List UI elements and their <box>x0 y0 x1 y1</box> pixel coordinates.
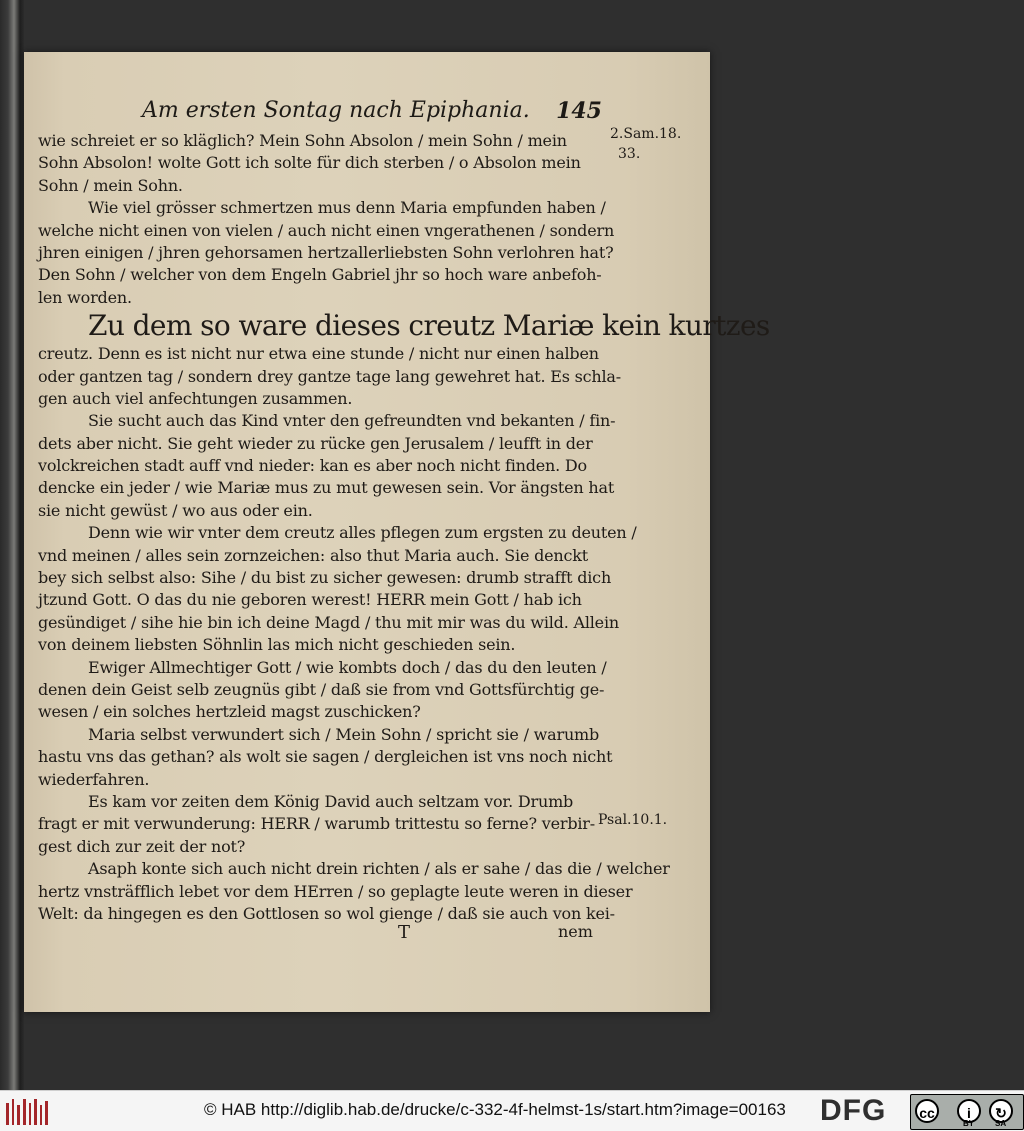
footer-bar <box>0 1090 1024 1131</box>
catchword: nem <box>558 922 593 941</box>
text-line: vnd meinen / alles sein zornzeichen: also thut Maria auch. Sie denckt <box>38 545 589 565</box>
text-line: hertz vnsträfflich lebet vor dem HErren / so geplagte leute weren in dieser <box>38 881 633 901</box>
text-line: gesündiget / sihe hie bin ich deine Magd / thu mit mir was du wild. Allein <box>38 612 619 632</box>
book-spine <box>0 0 24 1090</box>
signature-mark: T <box>398 922 411 943</box>
text-line: gen auch viel anfechtungen zusammen. <box>38 388 353 408</box>
text-line: jtzund Gott. O das du nie geboren werest! HERR mein Gott / hab ich <box>38 590 582 610</box>
sa-label: SA <box>995 1119 1007 1128</box>
text-line: oder gantzen tag / sondern drey gantze tage lang gewehret hat. Es schla- <box>38 366 621 386</box>
text-line: Den Sohn / welcher von dem Engeln Gabriel jhr so hoch ware anbefoh- <box>38 265 602 285</box>
text-line: wesen / ein solches hertzleid magst zuschicken? <box>38 702 421 722</box>
text-line: Sohn Absolon! wolte Gott ich solte für dich sterben / o Absolon mein <box>38 153 581 173</box>
text-line: bey sich selbst also: Sihe / du bist zu sicher gewesen: drumb strafft dich <box>38 568 612 588</box>
text-line: Sohn / mein Sohn. <box>38 175 183 195</box>
text-line: dencke ein jeder / wie Mariæ mus zu mut gewesen sein. Vor ängsten hat <box>38 478 615 498</box>
margin-note-reference: Psal.10.1. <box>598 812 668 828</box>
text-line: gest dich zur zeit der not? <box>38 836 246 856</box>
text-line: jhren einigen / jhren gehorsamen hertzallerliebsten Sohn verlohren hat? <box>38 242 614 262</box>
text-line: Wie viel grösser schmertzen mus denn Maria empfunden haben / <box>88 198 606 218</box>
cc-icon: cc <box>915 1099 939 1123</box>
copyright-url-link[interactable]: © HAB http://diglib.hab.de/drucke/c-332-4f-helmst-1s/start.htm?image=00163 <box>204 1100 786 1119</box>
by-label: BY <box>963 1119 975 1128</box>
text-line: Maria selbst verwundert sich / Mein Sohn / spricht sie / warumb <box>88 724 600 744</box>
text-line: denen dein Geist selb zeugnüs gibt / daß sie from vnd Gottsfürchtig ge- <box>38 679 605 699</box>
running-header <box>142 98 602 128</box>
text-line: Es kam vor zeiten dem König David auch seltzam vor. Drumb <box>88 791 574 811</box>
text-line: welche nicht einen von vielen / auch nicht einen vngerathenen / sondern <box>38 220 615 240</box>
text-line: volckreichen stadt auff vnd nieder: kan es aber noch nicht finden. Do <box>38 456 587 476</box>
margin-note-reference: 33. <box>618 146 641 162</box>
book-page <box>24 52 770 1012</box>
text-line: len worden. <box>38 287 132 307</box>
text-line: wiederfahren. <box>38 769 150 789</box>
attribution-icon: i <box>957 1099 981 1123</box>
text-line: von deinem liebsten Söhnlin las mich nicht geschieden sein. <box>38 635 516 655</box>
text-line: creutz. Denn es ist nicht nur etwa eine stunde / nicht nur einen halben <box>38 344 599 364</box>
text-line: dets aber nicht. Sie geht wieder zu rücke gen Jerusalem / leufft in der <box>38 433 593 453</box>
text-line: Denn wie wir vnter dem creutz alles pflegen zum ergsten zu deuten / <box>88 523 637 543</box>
hab-logo-icon <box>6 1097 48 1125</box>
header-title: Am ersten Sontag nach Epiphania. <box>142 98 530 123</box>
text-line: Ewiger Allmechtiger Gott / wie kombts doch / das du den leuten / <box>88 657 607 677</box>
text-line: Welt: da hingegen es den Gottlosen so wol gienge / daß sie auch von kei- <box>38 903 615 923</box>
margin-note-reference: 2.Sam.18. <box>610 126 682 142</box>
section-heading-line: Zu dem so ware dieses creutz Mariæ kein kurtzes <box>88 309 770 343</box>
dfg-logo: DFG <box>820 1094 887 1127</box>
text-line: Asaph konte sich auch nicht drein richten / als er sahe / das die / welcher <box>88 859 670 879</box>
share-alike-icon: ↻ <box>989 1099 1013 1123</box>
text-line: wie schreiet er so kläglich? Mein Sohn Absolon / mein Sohn / mein <box>38 131 567 150</box>
text-line: hastu vns das gethan? als wolt sie sagen / dergleichen ist vns noch nicht <box>38 747 613 767</box>
text-line: fragt er mit verwunderung: HERR / warumb trittestu so ferne? verbir- <box>38 814 595 834</box>
cc-license-badge[interactable] <box>910 1094 1024 1130</box>
text-line: sie nicht gewüst / wo aus oder ein. <box>38 500 313 520</box>
text-line: Sie sucht auch das Kind vnter den gefreundten vnd bekanten / fin- <box>88 411 616 431</box>
page-number: 145 <box>556 98 602 124</box>
